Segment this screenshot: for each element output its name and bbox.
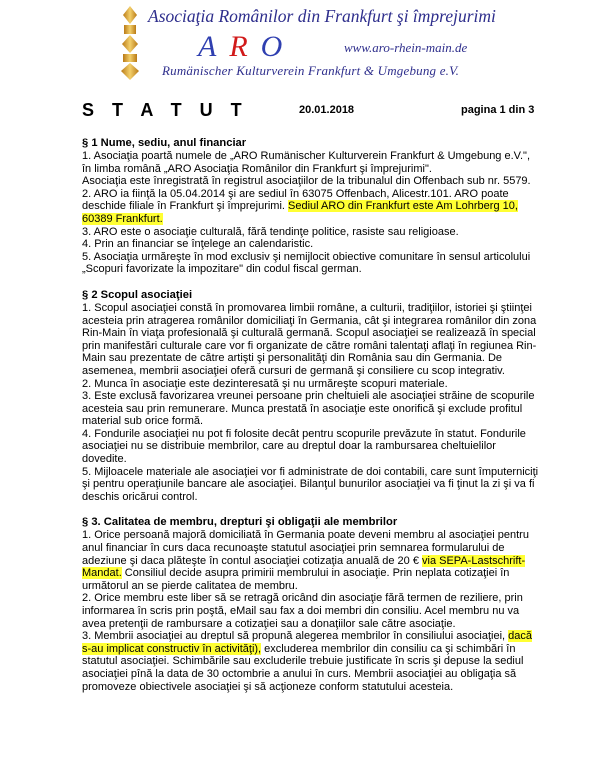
- paragraph: 4. Prin an financiar se înţelege an calendaristic.: [82, 238, 314, 251]
- logo-icon: [117, 6, 143, 80]
- paragraph: 1. Asociaţia poartă numele de „ARO Rumänischer Kulturverein Frankfurt & Umgebung e.V.", în limba română „ARO Asociaţia Românilor din Frankfurt şi împrejurimi".: [82, 150, 530, 175]
- paragraph-text: 1. Orice persoană majoră domiciliată în Germania poate deveni membru al asociaţiei pentru anul financiar în curs daca recunoaşte statutul asociaţiei prin semnarea formularului de adeziune şi daca plăteşte în contul asociaţiei cotizaţia anuală de 20 €: [82, 529, 529, 567]
- association-name-ro: Asociaţia Românilor din Frankfurt şi împrejurimi: [148, 6, 496, 26]
- paragraph: 5. Mijloacele materiale ale asociaţiei vor fi administrate de doi contabili, care sunt împuterniciţi şi pentru operaţiunile bancare ale asociaţiei. Bilanţul bunurilor asociaţiei va fi ţinut la zi şi va fi deschis oricărui control.: [82, 465, 539, 503]
- paragraph: [82, 529, 540, 592]
- paragraph-text: 2. ARO ia fiinţă la 05.04.2014 şi are sediul în 63075 Offenbach, Alicestr.101. ARO poate deschide filiale în Frankfurt şi împrejurimi.: [82, 187, 509, 213]
- section-1: [82, 137, 540, 276]
- paragraph: 3. Este exclusă favorizarea vreunei persoane prin cheltuieli ale asociaţiei străine de scopurile acesteia sau prin remunerare. Munca prestată în asociaţie este onorifică şi exclude profitul material sub orice formă.: [82, 390, 535, 428]
- paragraph: 3. ARO este o asociaţie culturală, fără tendinţe politice, rasiste sau religioase.: [82, 225, 459, 238]
- website-link[interactable]: www.aro-rhein-main.de: [344, 40, 468, 55]
- document-body: [82, 137, 540, 706]
- section-3: [82, 516, 540, 693]
- aro-letter-a: A: [198, 30, 230, 63]
- aro-wordmark: [198, 30, 295, 64]
- paragraph: 2. Munca în asociaţie este dezinteresată şi nu urmăreşte scopuri materiale.: [82, 377, 448, 390]
- section-title: § 3. Calitatea de membru, drepturi şi obligaţii ale membrilor: [82, 516, 398, 529]
- paragraph: 4. Fondurile asociaţiei nu pot fi folosite decât pentru scopurile prevăzute în statut. Fondurile asociaţiei nu se distribuie membrilor, care au dreptul doar la rambursarea cheltuielilor dovedite.: [82, 427, 526, 466]
- section-2: [82, 289, 540, 504]
- section-title: § 2 Scopul asociaţiei: [82, 288, 193, 301]
- aro-letter-o: O: [260, 30, 296, 63]
- highlighted-text: via SEPA-Lastschrift-Mandat.: [82, 554, 526, 580]
- highlighted-text: Sediul ARO din Frankfurt este Am Lohrberg 10, 60389 Frankfurt.: [82, 200, 518, 225]
- paragraph: 5. Asociaţia urmăreşte în mod exclusiv şi nemijlocit obiective comunitare în sensul articolului „Scopuri favorizate la impozitare" din codul fiscal german.: [82, 250, 531, 276]
- paragraph: Asociaţia este înregistrată în registrul asociaţiilor de la tribunalul din Offenbach sub nr. 5579.: [82, 175, 531, 188]
- paragraph: [82, 188, 540, 226]
- highlighted-text: dacă s-au implicat constructiv în activităţi),: [82, 630, 533, 655]
- page-number: pagina 1 din 3: [461, 104, 535, 116]
- aro-letter-r: R: [229, 30, 261, 63]
- document-title: S T A T U T: [82, 100, 249, 120]
- paragraph-text: 3. Membrii asociaţiei au dreptul să propună alegerea membrilor în consiliului asociaţiei,: [82, 630, 509, 643]
- paragraph-text: excluderea membrilor din consiliu ca şi schimbări în statutul asociaţiei. Schimbările sau excluderile trebuie justificate în scris şi depuse la sediul asociaţiei pînă la data de 30 octombrie a anului în curs. Membrii asociaţiei au obligaţia să promoveze obiectivele asociaţiei şi să acţioneze conform statutului acesteia.: [82, 642, 524, 693]
- paragraph-text: Consiliul decide asupra primirii membrului in asociaţie. Prin neplata cotizaţiei în următorul an se pierde calitatea de membru.: [82, 567, 510, 592]
- paragraph: [82, 630, 540, 693]
- document-title-row: [82, 100, 535, 124]
- paragraph: 2. Orice membru este liber să se retragă oricând din asociaţie fără termen de reziliere, prin informarea în scris prin poştă, eMail sau fax a doi membri din consiliu. Acel membru nu va avea pretenţii de rambursare a cotizaţiei sau a donaţiilor sale către asociaţie.: [82, 592, 523, 630]
- section-title: § 1 Nume, sediu, anul financiar: [82, 137, 247, 149]
- association-name-de: Rumänischer Kulturverein Frankfurt & Umgebung e.V.: [162, 63, 460, 78]
- paragraph: 1. Scopul asociaţiei constă în promovarea limbii române, a culturii, tradiţiilor, istoriei şi ştiinţei acesteia prin atragerea românilor domiciliaţi în Germania, cât şi integrarea românilor din zona Rin-Main în viaţa profesională şi culturală germană. Scopul asociaţiei se realizează în special prin manifestări culturale care vor fi organizate de către români talentaţi aflaţi în regiunea Rin-Main sau prezentate de către artişti şi personalităţi din România sau din Germania. De asemenea, membrii asociaţiei oferă cursuri de germană şi consiliere cu scop integrativ.: [82, 301, 537, 377]
- document-date: 20.01.2018: [299, 104, 355, 116]
- letterhead: [0, 0, 600, 80]
